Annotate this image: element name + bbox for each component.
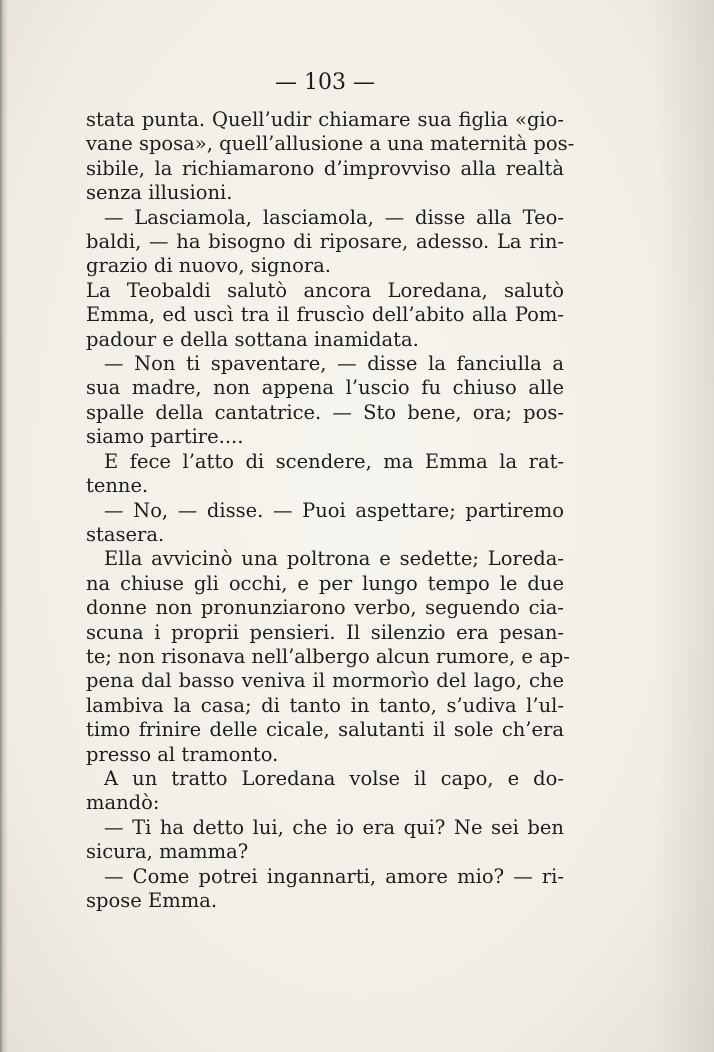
text-line: padour e della sottana inamidata. bbox=[86, 327, 419, 351]
text-line: Emma, ed uscì tra il fruscìo dell’abito alla Pom- bbox=[86, 303, 564, 327]
text-line: spalle della cantatrice. — Sto bene, ora; pos- bbox=[86, 400, 564, 424]
text-line: te; non risonava nell’albergo alcun rumore, e ap- bbox=[86, 644, 570, 668]
text-line: — No, — disse. — Puoi aspettare; partiremo bbox=[104, 498, 564, 522]
text-line: pena dal basso veniva il mormorìo del lago, che bbox=[86, 669, 564, 693]
text-line: scuna i proprii pensieri. Il silenzio era pesan- bbox=[86, 620, 564, 644]
text-line: — Ti ha detto lui, che io era qui? Ne sei ben bbox=[104, 815, 564, 839]
text-line: E fece l’atto di scendere, ma Emma la rat- bbox=[104, 449, 564, 473]
text-line: spose Emma. bbox=[86, 889, 218, 912]
text-line: stasera. bbox=[86, 522, 165, 546]
text-line: sua madre, non appena l’uscio fu chiuso alle bbox=[86, 376, 564, 400]
text-line: presso al tramonto. bbox=[86, 742, 279, 766]
page-number: — 103 — bbox=[275, 70, 375, 95]
text-line: sibile, la richiamarono d’improvviso alla realtà bbox=[86, 156, 564, 180]
page-binding-shadow bbox=[0, 0, 8, 1052]
text-line: siamo partire.... bbox=[86, 425, 244, 449]
text-line: — Non ti spaventare, — disse la fanciulla a bbox=[104, 352, 564, 376]
text-line: stata punta. Quell’udir chiamare sua figlia «gio- bbox=[86, 108, 564, 131]
text-line: tenne. bbox=[86, 474, 149, 498]
text-line: La Teobaldi salutò ancora Loredana, salutò bbox=[86, 278, 564, 302]
text-line: lambiva la casa; di tanto in tanto, s’udiva l’ul- bbox=[86, 693, 564, 717]
text-line: baldi, — ha bisogno di riposare, adesso. La rin- bbox=[86, 230, 564, 254]
text-line: sicura, mamma? bbox=[86, 840, 249, 864]
text-line: vane sposa», quell’allusione a una maternità pos- bbox=[86, 132, 575, 156]
text-line: mandò: bbox=[86, 791, 160, 815]
text-line: A un tratto Loredana volse il capo, e do- bbox=[104, 766, 564, 790]
text-line: timo frinire delle cicale, salutanti il sole ch’era bbox=[86, 718, 564, 742]
text-line: na chiuse gli occhi, e per lungo tempo le due bbox=[86, 571, 564, 595]
body-text bbox=[86, 108, 575, 913]
text-line: — Come potrei ingannarti, amore mio? — ri- bbox=[104, 864, 564, 888]
text-line: grazio di nuovo, signora. bbox=[86, 254, 331, 278]
page-edge-shading bbox=[654, 0, 714, 1052]
text-line: — Lasciamola, lasciamola, — disse alla Teo- bbox=[104, 205, 564, 229]
text-line: senza illusioni. bbox=[86, 181, 233, 205]
text-line: donne non pronunziarono verbo, seguendo cia- bbox=[86, 596, 564, 620]
text-line: Ella avvicinò una poltrona e sedette; Loreda- bbox=[104, 547, 564, 571]
